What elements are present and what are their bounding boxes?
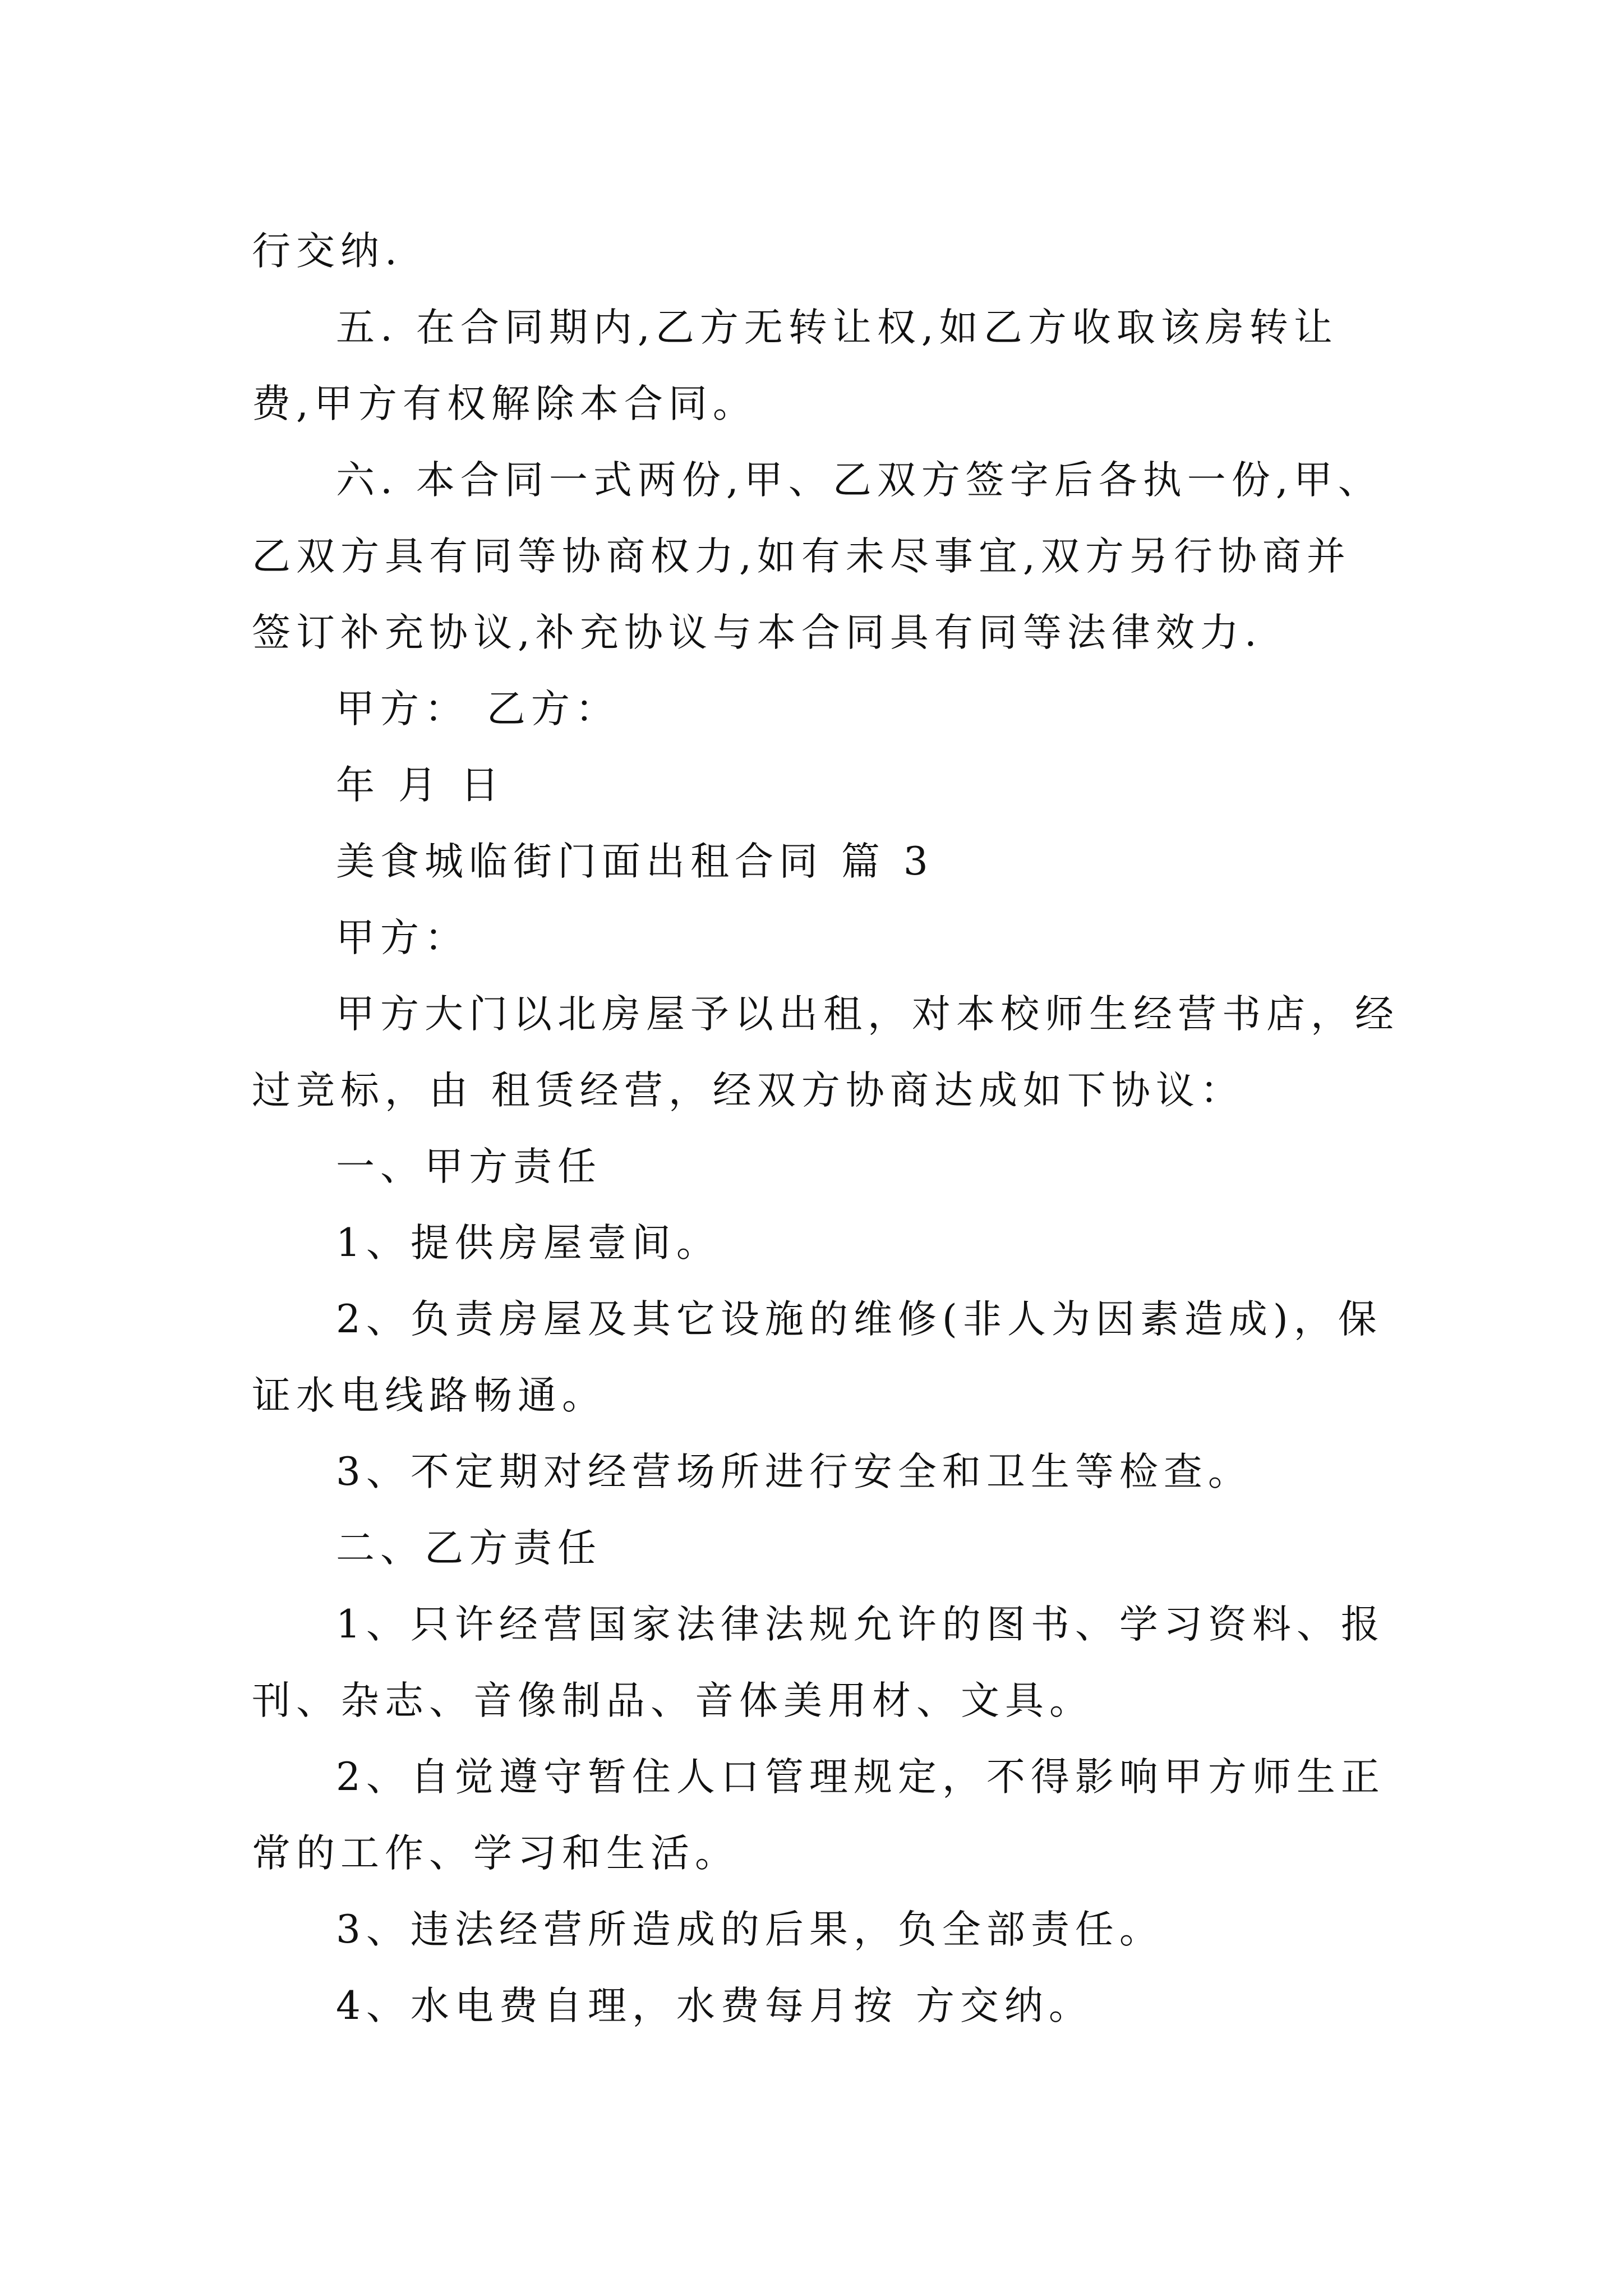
text-line: 五. 在合同期内,乙方无转让权,如乙方收取该房转让	[336, 305, 1338, 350]
clause-item: 4、水电费自理，水费每月按 方交纳。	[336, 1984, 1093, 2028]
text-line: 签订补充协议,补充协议与本合同具有同等法律效力.	[252, 610, 1262, 655]
section-heading: 美食城临街门面出租合同 篇 3	[336, 839, 934, 884]
clause-item: 2、自觉遵守暂住人口管理规定，不得影响甲方师生正	[336, 1755, 1385, 1800]
text-line: 证水电线路畅通。	[252, 1373, 606, 1418]
clause-item: 1、只许经营国家法律法规允许的图书、学习资料、报	[336, 1602, 1385, 1647]
contract-text-body	[252, 213, 1399, 2044]
clause-item: 3、不定期对经营场所进行安全和卫生等检查。	[336, 1450, 1252, 1494]
clause-item: 1、提供房屋壹间。	[336, 1221, 721, 1266]
text-line: 刊、杂志、音像制品、音体美用材、文具。	[252, 1678, 1094, 1723]
clause-heading: 二、乙方责任	[336, 1526, 602, 1571]
clause-item: 2、负责房屋及其它设施的维修(非人为因素造成)，保	[336, 1297, 1382, 1342]
text-line: 六. 本合同一式两份,甲、乙双方签字后各执一份,甲、	[336, 458, 1382, 503]
party-line: 甲方：	[336, 915, 469, 960]
clause-heading: 一、甲方责任	[336, 1144, 602, 1189]
text-line: 费,甲方有权解除本合同。	[252, 381, 757, 426]
text-line: 行交纳.	[252, 229, 403, 274]
signature-line: 甲方： 乙方：	[336, 687, 620, 731]
text-line: 甲方大门以北房屋予以出租，对本校师生经营书店，经	[336, 992, 1399, 1037]
date-line: 年 月 日	[336, 763, 505, 808]
text-line: 过竞标，由 租赁经营，经双方协商达成如下协议：	[252, 1068, 1244, 1113]
text-line: 乙双方具有同等协商权力,如有未尽事宜,双方另行协商并	[252, 534, 1351, 579]
clause-item: 3、违法经营所造成的后果，负全部责任。	[336, 1907, 1164, 1952]
text-line: 常的工作、学习和生活。	[252, 1831, 739, 1876]
